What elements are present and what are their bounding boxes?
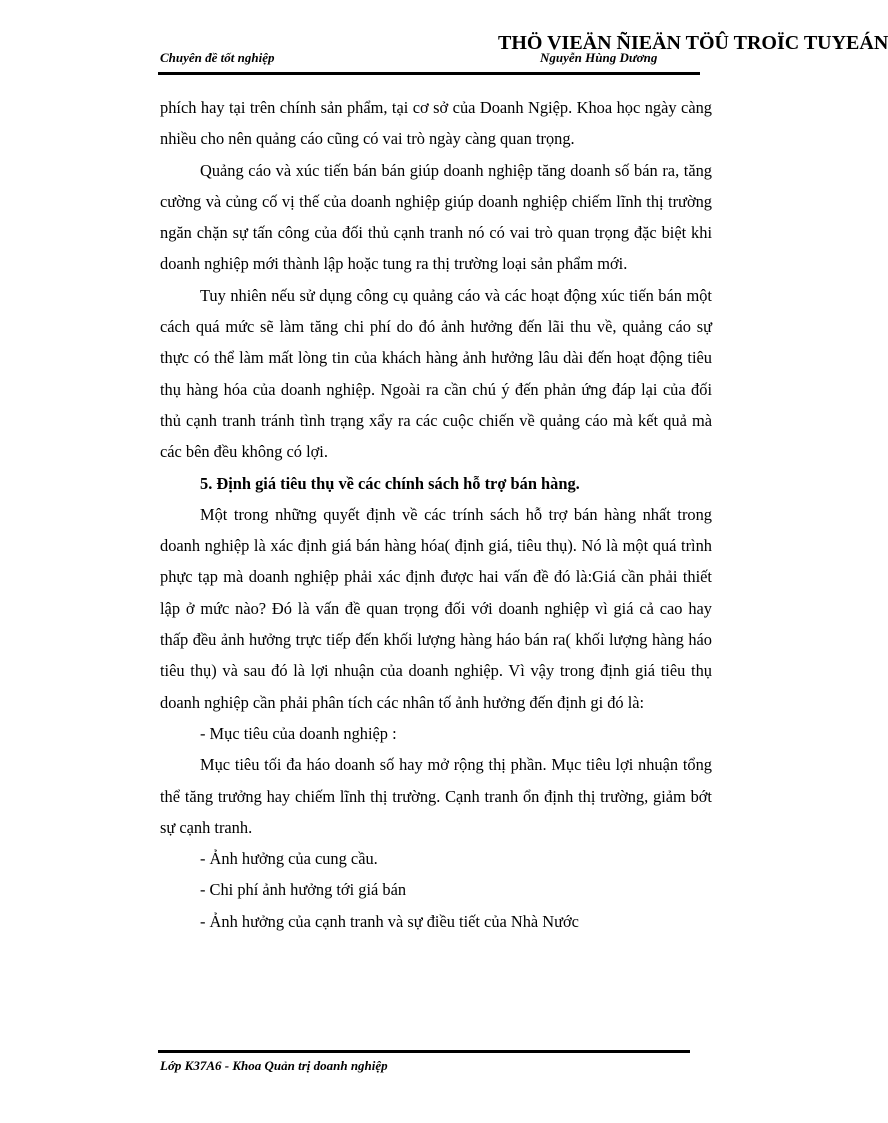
section-heading: 5. Định giá tiêu thụ về các chính sách hỗ trợ bán hàng.: [200, 473, 580, 493]
list-item-cost: - Chi phí ảnh hưởng tới giá bán: [200, 880, 407, 900]
footer-divider: [158, 1050, 690, 1053]
paragraph-2: Quảng cáo và xúc tiến bán bán giúp doanh nghiệp tăng doanh số bán ra, tăng cường và củng cố vị thế của doanh nghiệp giúp doanh nghiệp chiếm lĩnh thị trường ngăn chặn sự tấn công của đối thủ cạnh tranh nó có vai trò quan trọng đặc biệt khi doanh nghiệp mới thành lập hoặc tung ra thị trường loại sản phẩm mới.: [160, 160, 712, 274]
list-item-supply-demand: - Ảnh hưởng của cung cầu.: [200, 849, 378, 869]
paragraph-5: Mục tiêu tối đa háo doanh số hay mở rộng thị phần. Mục tiêu lợi nhuận tổng thể tăng trưởng hay chiếm lĩnh thị trường. Cạnh tranh ổn định thị trường, giảm bớt sự cạnh tranh.: [160, 755, 712, 837]
paragraph-1: phích hay tại trên chính sản phẩm, tại cơ sở của Doanh Ngiệp. Khoa học ngày càng nhiều cho nên quảng cáo cũng có vai trò ngày càng quan trọng.: [160, 98, 712, 149]
header-divider: [158, 72, 700, 75]
paragraph-4: Một trong những quyết định về các trính sách hỗ trợ bán hàng nhất trong doanh nghiệp là xác định giá bán hàng hóa( định giá, tiêu thụ). Nó là một quá trình phực tạp mà doanh nghiệp phải xác định được hai vấn đề đó là:Giá cần phải thiết lập ở mức nào? Đó là vấn đề quan trọng đối với doanh nghiệp vì giá cả cao hay thấp đều ảnh hưởng trực tiếp đến khối lượng hàng háo bán ra( khối lượng hàng háo tiêu thụ) và sau đó là lợi nhuận của doanh nghiệp. Vì vậy trong định giá tiêu thụ doanh nghiệp cần phải phân tích các nhân tố ảnh hưởng đến định gi đó là:: [160, 504, 712, 712]
paragraph-3: Tuy nhiên nếu sử dụng công cụ quảng cáo và các hoạt động xúc tiến bán một cách quá mức sẽ làm tăng chi phí do đó ảnh hưởng đến lãi thu về, quảng cáo sự thực có thể làm mất lòng tin của khách hàng ảnh hưởng lâu dài đến hoạt động tiêu thụ hàng hóa của doanh nghiệp. Ngoài ra cần chú ý đến phản ứng đáp lại của đối thủ cạnh tranh tránh tình trạng xẩy ra các cuộc chiến về quảng cáo mà kết quả mà các bên đều không có lợi.: [160, 285, 712, 462]
list-item-competition: - Ảnh hưởng của cạnh tranh và sự điều tiết của Nhà Nước: [200, 911, 579, 931]
list-item-goals: - Mục tiêu của doanh nghiệp :: [200, 723, 397, 743]
document-body: [160, 92, 712, 937]
header-author: Nguyễn Hùng Dương: [540, 50, 658, 65]
watermark-text: THÖ VIEÄN ÑIEÄN TÖÛ TROÏC TUYEÁN: [498, 32, 888, 54]
header-left-title: Chuyên đề tốt nghiệp: [160, 50, 275, 65]
page-footer: Lớp K37A6 - Khoa Quản trị doanh nghiệp: [160, 1058, 388, 1073]
